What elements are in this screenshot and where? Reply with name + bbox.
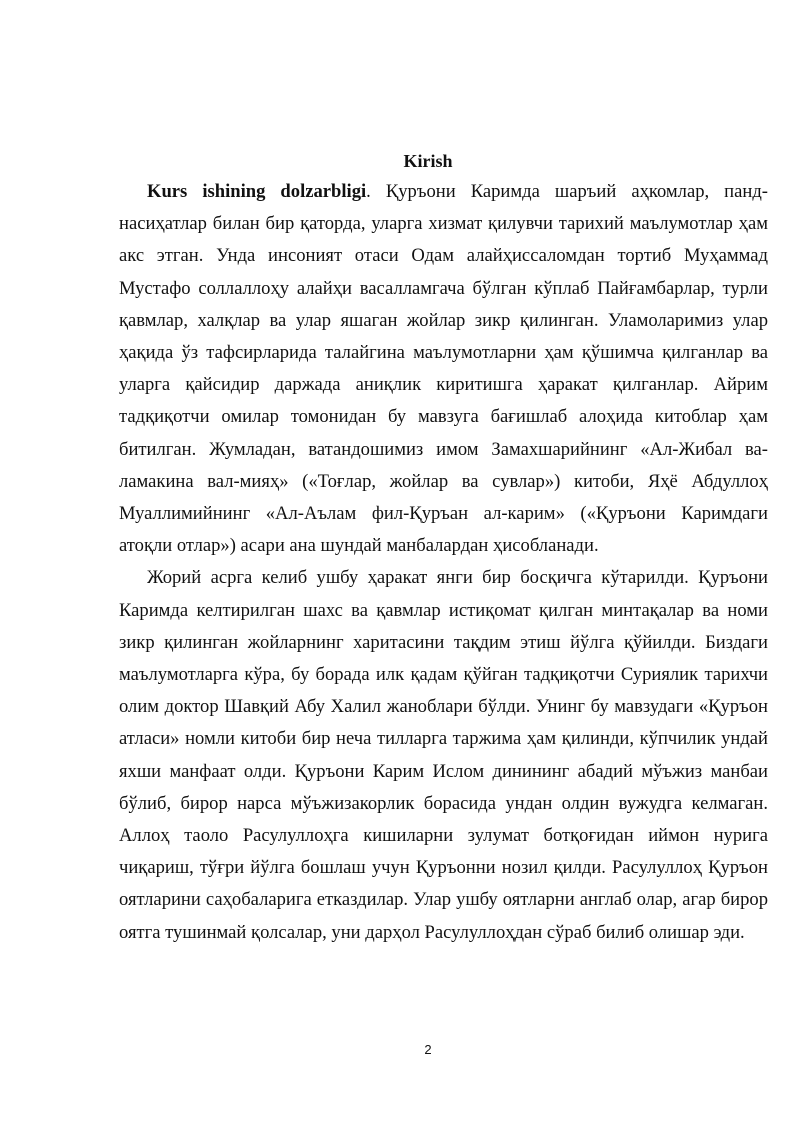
paragraph-lead: Kurs ishining dolzarbligi xyxy=(147,181,367,202)
paragraph-2: Жорий асрга келиб ушбу ҳаракат янги бир босқичга кўтарилди. Қуръони Каримда келтирилган шахс ва қавмлар истиқомат қилган минтақалар ва номи зикр қилинган жойларнинг харитасини тақдим этиш йўлга қўйилди. Биздаги маълумотларга кўра, бу борада илк қадам қўйган тадқиқотчи Суриялик тарихчи олим доктор Шавқий Абу Халил жаноблари бўлди. Унинг бу мавзудаги «Қуръон атласи» номли китоби бир неча тилларга таржима ҳам қилинди, кўпчилик ундай яхши манфаат олди. Қуръони Карим Ислом динининг абадий мўъжиз манбаи бўлиб, бирор нарса мўъжизакорлик борасида ундан олдин вужудга келмаган. Аллоҳ таоло Расулуллоҳга кишиларни зулумат ботқоғидан иймон нурига чиқариш, тўғри йўлга бошлаш учун Қуръонни нозил қилди. Расулуллоҳ Қуръон оятларини саҳобаларига етказдилар. Улар ушбу оятларни англаб олар, агар бирор оятга тушинмай қолсалар, уни дарҳол Расулуллоҳдан сўраб билиб олишар эди. xyxy=(119,567,768,943)
section-heading: Kirish xyxy=(403,151,453,171)
paragraph-1 xyxy=(119,176,768,562)
page-number: 2 xyxy=(424,1042,432,1057)
paragraph-1-text: . Қуръони Каримда шаръий аҳкомлар, панд-насиҳатлар билан бир қаторда, уларга хизмат қилувчи тарихий маълумотлар ҳам акс этган. Унда инсоният отаси Одам алайҳиссаломдан тортиб Муҳаммад Мустафо соллаллоҳу алайҳи васалламгача бўлган кўплаб Пайғамбарлар, турли қавмлар, халқлар ва улар яшаган жойлар зикр қилинган. Уламоларимиз улар ҳақида ўз тафсирларида талайгина маълумотларни ҳам қўшимча қилганлар ва уларга қайсидир даржада аниқлик киритишга ҳаракат қилганлар. Айрим тадқиқотчи омилар томонидан бу мавзуга бағишлаб алоҳида китоблар ҳам битилган. Жумладан, ватандошимиз имом Замахшарийнинг «Ал-Жибал ва-ламакина вал-мияҳ» («Тоғлар, жойлар ва сувлар») китоби, Яҳё Абдуллоҳ Муаллимийнинг «Ал-Аълам фил-Қуръан ал-карим» («Қуръони Каримдаги атоқли отлар») асари ана шундай манбалардан ҳисобланади. xyxy=(119,181,768,557)
body-text xyxy=(119,176,768,949)
